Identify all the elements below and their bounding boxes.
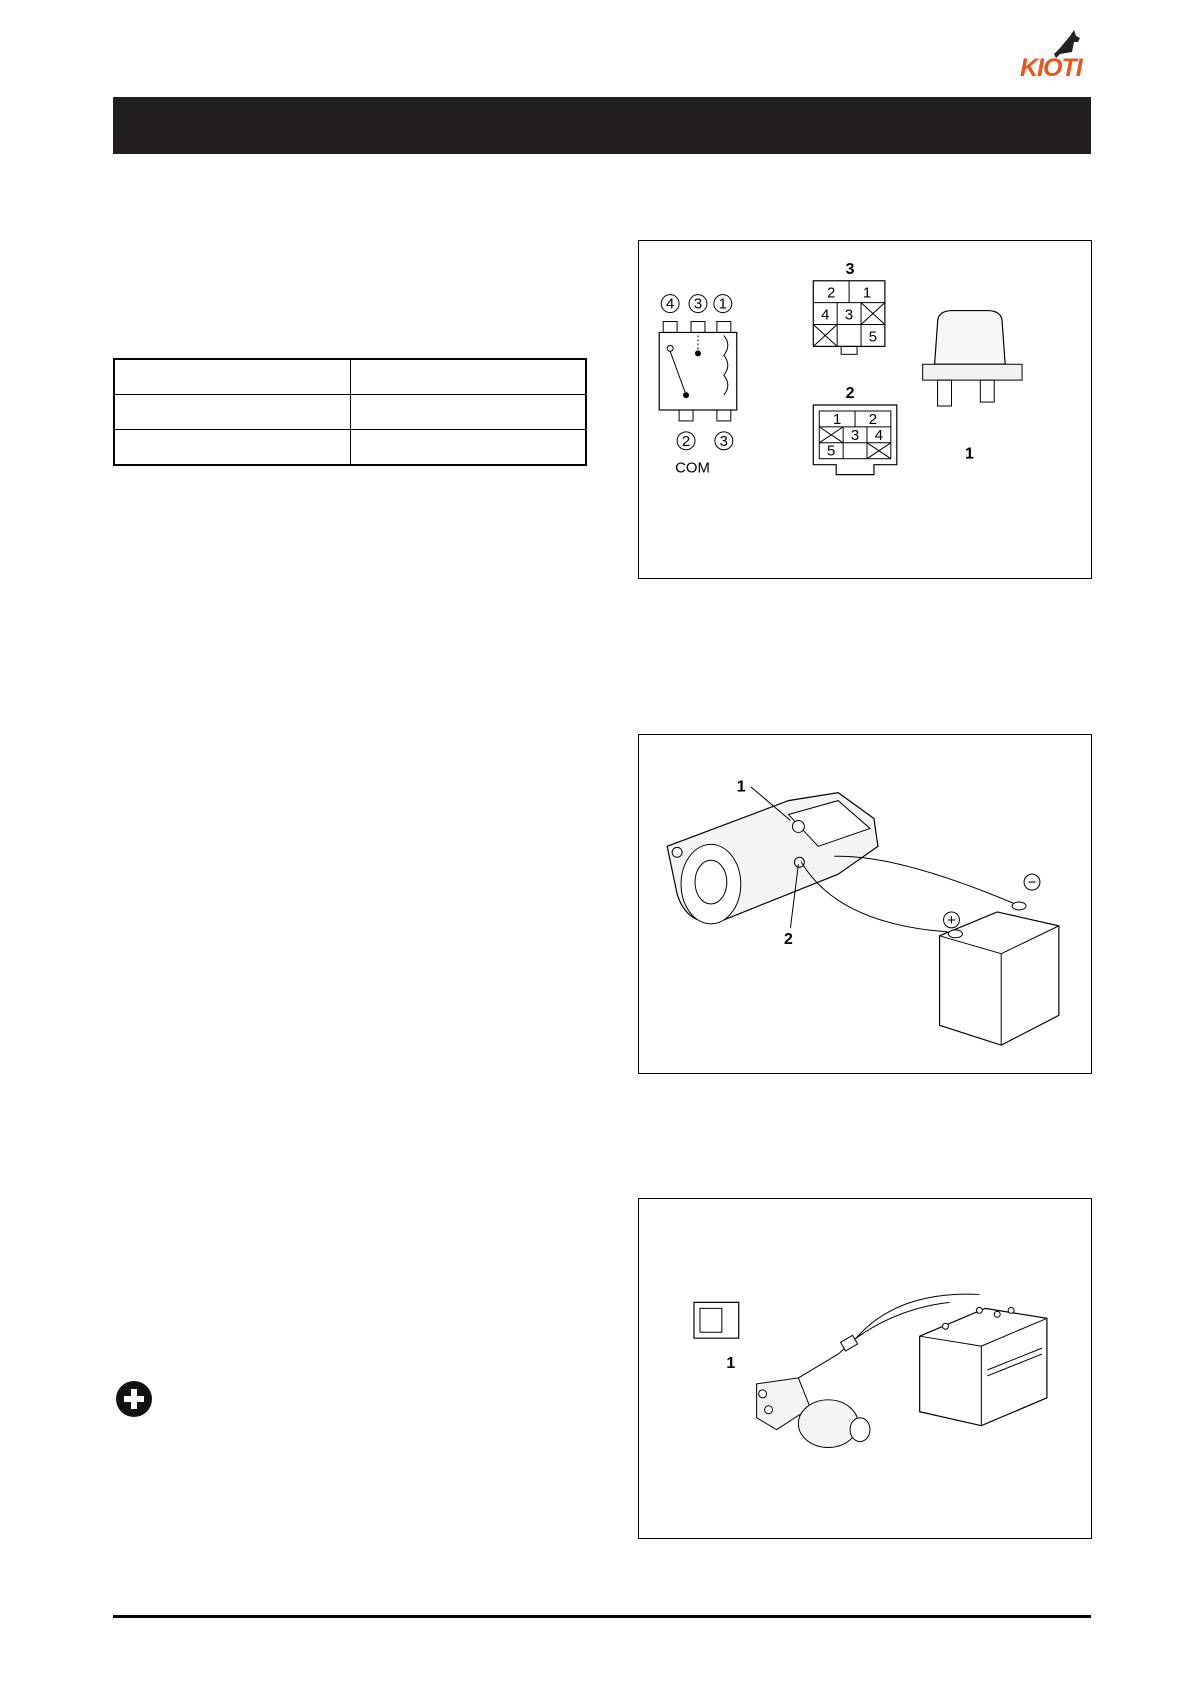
relay-body xyxy=(935,311,1006,365)
table-row xyxy=(114,395,586,430)
plus-symbol: + xyxy=(947,912,956,929)
table-cell xyxy=(350,430,586,466)
table-cell xyxy=(350,395,586,430)
connector-3-cell: 3 xyxy=(844,307,854,324)
motor-battery-diagram xyxy=(639,1199,1091,1538)
wiper-motor-figure xyxy=(638,1198,1092,1539)
connector-3-cell: 4 xyxy=(821,307,830,324)
logo-text: KIOTI xyxy=(1020,54,1082,82)
spec-table xyxy=(113,358,587,466)
table-cell xyxy=(114,395,350,430)
connector-2-cell: 1 xyxy=(833,411,842,428)
connector-2-cell: 2 xyxy=(868,411,878,428)
connector-icon xyxy=(694,1302,739,1338)
connector-2-cell: 3 xyxy=(850,427,860,444)
relay-label: 1 xyxy=(964,445,974,463)
table-cell xyxy=(350,359,586,395)
callout-2: 2 xyxy=(784,930,793,948)
table-cell xyxy=(114,359,350,395)
connector-2-label: 2 xyxy=(845,385,855,403)
starter-battery-diagram xyxy=(639,735,1091,1073)
terminal-bottom-2: 2 xyxy=(681,433,691,450)
relay-figure xyxy=(638,240,1092,579)
plus-circle-icon xyxy=(116,1381,152,1417)
table-row xyxy=(114,359,586,395)
connector-3-cell: 5 xyxy=(868,329,878,346)
connector-3-cell: 2 xyxy=(827,285,836,302)
connector-3-cell: 1 xyxy=(862,285,872,302)
connector-3-label: 3 xyxy=(845,260,855,278)
section-header-bar xyxy=(113,97,1091,154)
table-cell xyxy=(114,430,350,466)
connector-2-cell: 4 xyxy=(874,427,884,444)
table-row xyxy=(114,430,586,466)
terminal-top-1: 1 xyxy=(718,296,727,313)
kioti-logo xyxy=(1020,28,1092,86)
footer-rule xyxy=(113,1615,1091,1618)
com-label: COM xyxy=(675,460,710,477)
terminal-top-4: 4 xyxy=(666,296,675,313)
minus-symbol: − xyxy=(1027,875,1037,892)
connector-2-cell: 5 xyxy=(827,443,836,460)
callout-1: 1 xyxy=(726,1355,736,1373)
terminal-top-3: 3 xyxy=(693,296,703,313)
relay-diagram xyxy=(639,241,1091,578)
terminal-bottom-3: 3 xyxy=(719,433,728,450)
callout-1: 1 xyxy=(736,778,746,796)
starter-motor-figure xyxy=(638,734,1092,1074)
